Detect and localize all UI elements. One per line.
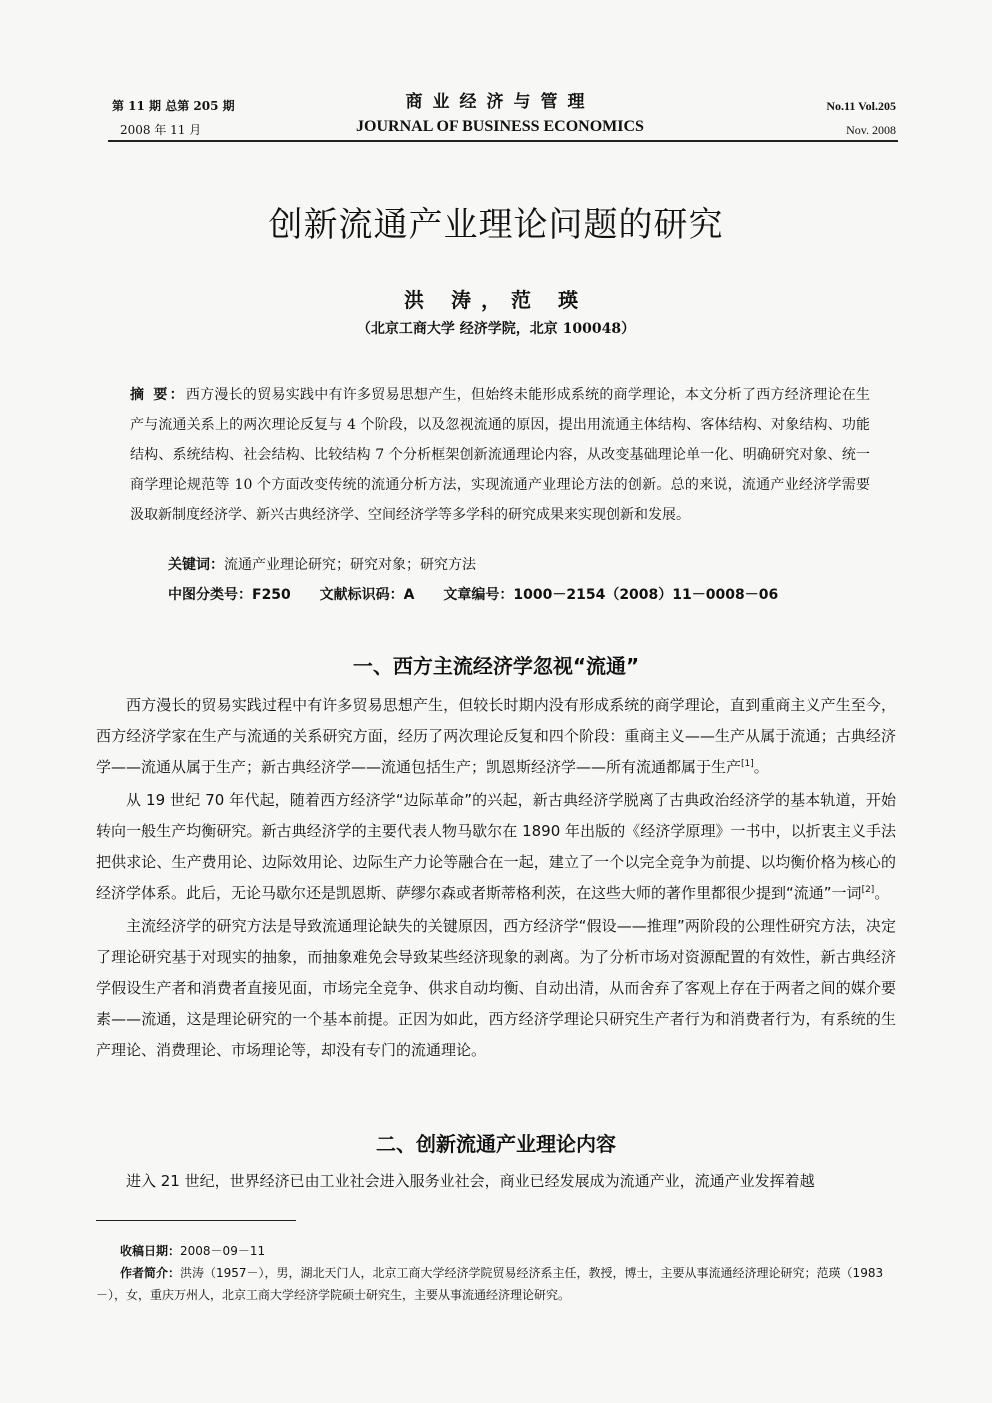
journal-name-en: JOURNAL OF BUSINESS ECONOMICS: [356, 118, 644, 135]
article-number: 文章编号：1000－2154（2008）11－0008－06: [443, 587, 779, 603]
footnote-received: 收稿日期：2008－09－11: [120, 1244, 266, 1258]
classification-line: [168, 580, 802, 610]
footnotes: [96, 1240, 896, 1306]
section-1-paragraph-2: 从 19 世纪 70 年代起，随着西方经济学“边际革命”的兴起，新古典经济学脱离了古典政治经济学的基本轨道，开始转向一般生产均衡研究。新古典经济学的主要代表人物马歇尔在 1890 年出版的《经济学原理》一书中，以折衷主义手法把供求论、生产费用论、边际效用论、边际生产力论等融合在一起，建立了一个以完全竞争为前提、以均衡价格为核心的经济学体系。此后，无论马歇尔还是凯恩斯、萨缪尔森或者斯蒂格利茨，在这些大师的著作里都很少提到“流通”一词[2]。: [96, 791, 896, 902]
journal-name-block: [300, 90, 700, 140]
header-date-cn: 2008 年 11 月: [120, 123, 202, 137]
keywords: [168, 550, 476, 580]
section-2-body: [96, 1166, 896, 1199]
header-divider: [108, 140, 898, 142]
section-1-heading: 一、西方主流经济学忽视“流通”: [352, 654, 640, 678]
section-1-paragraph-1: 西方漫长的贸易实践过程中有许多贸易思想产生，但较长时期内没有形成系统的商学理论，直到重商主义产生至今，西方经济学家在生产与流通的关系研究方面，经历了两次理论反复和四个阶段：重商主义——生产从属于流通；古典经济学——流通从属于生产；新古典经济学——流通包括生产；凯恩斯经济学——所有流通都属于生产[1]。: [96, 696, 896, 776]
keywords-label: 关键词：: [168, 557, 224, 573]
journal-name-cn: 商业经济与管理: [405, 92, 595, 112]
section-1-paragraph-3: 主流经济学的研究方法是导致流通理论缺失的关键原因，西方经济学“假设——推理”两阶段的公理性研究方法，决定了理论研究基于对现实的抽象，而抽象难免会导致某些经济现象的剥离。为了分析市场对资源配置的有效性，新古典经济学假设生产者和消费者直接见面，市场完全竞争、供求自动均衡、自动出清，从而舍弃了客观上存在于两者之间的媒介要素——流通，这是理论研究的一个基本前提。正因为如此，西方经济学理论只研究生产者行为和消费者行为，有系统的生产理论、消费理论、市场理论等，却没有专门的流通理论。: [96, 917, 896, 1059]
paper-title: 创新流通产业理论问题的研究: [268, 205, 724, 245]
paper-authors: 洪 涛，范 瑛: [404, 288, 588, 312]
footnote-divider: [96, 1220, 296, 1221]
abstract: [130, 380, 870, 530]
header-issue-block: [112, 94, 235, 142]
citation-ref-2[interactable]: [2]: [861, 885, 875, 895]
paper-affiliation: （北京工商大学 经济学院，北京 100048）: [356, 321, 636, 337]
section-2-paragraph-1: 进入 21 世纪，世界经济已由工业社会进入服务业社会，商业已经发展成为流通产业，流通产业发挥着越: [126, 1172, 815, 1190]
header-issue-en: No.11 Vol.205: [826, 99, 896, 113]
clc-number: 中图分类号：F250: [168, 587, 291, 603]
section-2-heading: 二、创新流通产业理论内容: [376, 1132, 616, 1156]
header-date-en: Nov. 2008: [846, 123, 896, 137]
abstract-label: 摘 要：: [130, 387, 186, 403]
citation-ref-1[interactable]: [1]: [741, 759, 754, 769]
section-1-body: [96, 690, 896, 1068]
keywords-text: 流通产业理论研究；研究对象；研究方法: [224, 557, 476, 573]
abstract-text: 西方漫长的贸易实践中有许多贸易思想产生，但始终未能形成系统的商学理论，本文分析了西方经济理论在生产与流通关系上的两次理论反复与 4 个阶段，以及忽视流通的原因，提出用流通主体结构、客体结构、对象结构、功能结构、系统结构、社会结构、比较结构 7 个分析框架创新流通理论内容，从改变基础理论单一化、明确研究对象、统一商学理论规范等 10 个方面改变传统的流通分析方法，实现流通产业理论方法的创新。总的来说，流通产业经济学需要汲取新制度经济学、新兴古典经济学、空间经济学等多学科的研究成果来实现创新和发展。: [130, 387, 870, 523]
footnote-author-bio: 作者简介：洪涛（1957－），男，湖北天门人，北京工商大学经济学院贸易经济系主任，教授，博士，主要从事流通经济理论研究；范瑛（1983－），女，重庆万州人，北京工商大学经济学院硕士研究生，主要从事流通经济理论研究。: [96, 1266, 884, 1302]
document-code: 文献标识码：A: [319, 587, 415, 603]
header-issue-cn: 第 11 期 总第 205 期: [112, 99, 235, 113]
header-volume-block: [826, 94, 896, 142]
